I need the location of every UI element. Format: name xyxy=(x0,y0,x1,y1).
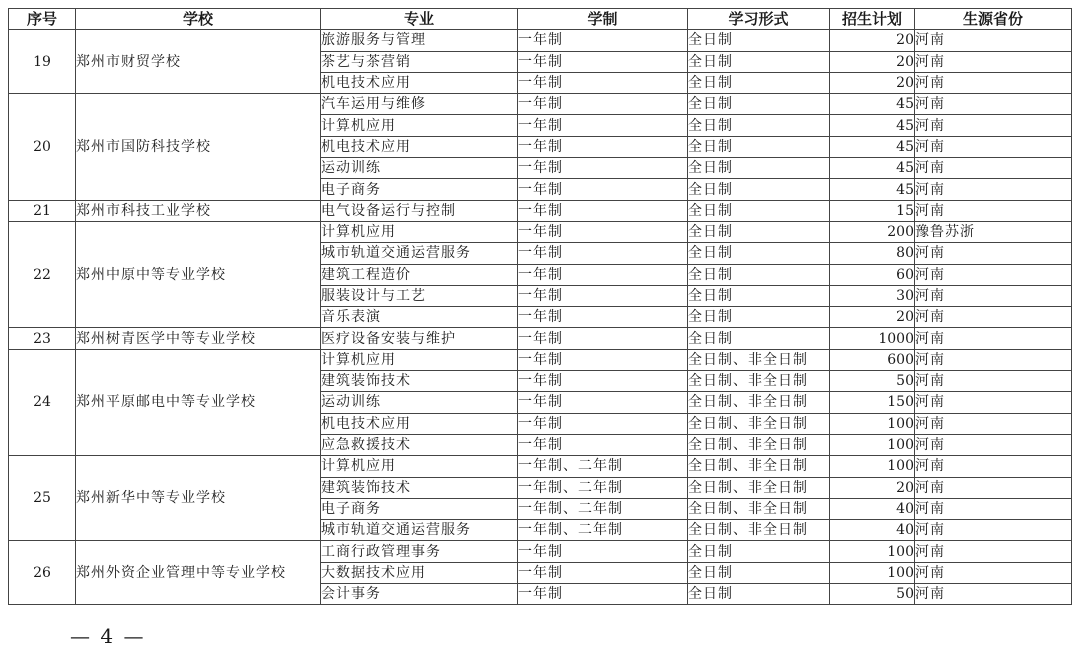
enrollment-plan-cell: 40 xyxy=(830,498,915,519)
enrollment-plan-cell: 20 xyxy=(830,30,915,51)
study-form-cell: 全日制 xyxy=(688,51,830,72)
major-cell: 运动训练 xyxy=(321,158,518,179)
header-source-province: 生源省份 xyxy=(915,9,1072,30)
study-form-cell: 全日制、非全日制 xyxy=(688,413,830,434)
duration-cell: 一年制 xyxy=(518,434,688,455)
duration-cell: 一年制 xyxy=(518,413,688,434)
enrollment-plan-cell: 20 xyxy=(830,51,915,72)
study-form-cell: 全日制 xyxy=(688,30,830,51)
table-row xyxy=(9,94,1072,115)
header-school: 学校 xyxy=(76,9,321,30)
study-form-cell: 全日制、非全日制 xyxy=(688,371,830,392)
enrollment-plan-cell: 100 xyxy=(830,562,915,583)
study-form-cell: 全日制 xyxy=(688,562,830,583)
study-form-cell: 全日制 xyxy=(688,328,830,349)
table-row xyxy=(9,541,1072,562)
duration-cell: 一年制 xyxy=(518,200,688,221)
header-row xyxy=(9,9,1072,30)
duration-cell: 一年制 xyxy=(518,221,688,242)
major-cell: 机电技术应用 xyxy=(321,72,518,93)
source-province-cell: 河南 xyxy=(915,115,1072,136)
duration-cell: 一年制 xyxy=(518,243,688,264)
header-duration: 学制 xyxy=(518,9,688,30)
major-cell: 建筑装饰技术 xyxy=(321,477,518,498)
enrollment-plan-cell: 80 xyxy=(830,243,915,264)
header-index: 序号 xyxy=(9,9,76,30)
duration-cell: 一年制 xyxy=(518,541,688,562)
enrollment-plan-cell: 45 xyxy=(830,115,915,136)
major-cell: 计算机应用 xyxy=(321,349,518,370)
row-index: 19 xyxy=(9,30,76,94)
school-name: 郑州市财贸学校 xyxy=(76,30,321,94)
school-name: 郑州新华中等专业学校 xyxy=(76,456,321,541)
row-index: 25 xyxy=(9,456,76,541)
major-cell: 医疗设备安装与维护 xyxy=(321,328,518,349)
study-form-cell: 全日制 xyxy=(688,285,830,306)
source-province-cell: 河南 xyxy=(915,477,1072,498)
major-cell: 建筑工程造价 xyxy=(321,264,518,285)
enrollment-plan-cell: 1000 xyxy=(830,328,915,349)
duration-cell: 一年制 xyxy=(518,158,688,179)
duration-cell: 一年制 xyxy=(518,562,688,583)
study-form-cell: 全日制 xyxy=(688,584,830,605)
major-cell: 会计事务 xyxy=(321,584,518,605)
duration-cell: 一年制 xyxy=(518,136,688,157)
enrollment-plan-cell: 20 xyxy=(830,72,915,93)
duration-cell: 一年制 xyxy=(518,328,688,349)
major-cell: 工商行政管理事务 xyxy=(321,541,518,562)
source-province-cell: 河南 xyxy=(915,307,1072,328)
enrollment-plan-cell: 45 xyxy=(830,94,915,115)
source-province-cell: 河南 xyxy=(915,30,1072,51)
source-province-cell: 河南 xyxy=(915,562,1072,583)
source-province-cell: 河南 xyxy=(915,584,1072,605)
duration-cell: 一年制、二年制 xyxy=(518,477,688,498)
major-cell: 茶艺与茶营销 xyxy=(321,51,518,72)
enrollment-plan-cell: 15 xyxy=(830,200,915,221)
enrollment-plan-cell: 100 xyxy=(830,541,915,562)
study-form-cell: 全日制 xyxy=(688,158,830,179)
major-cell: 计算机应用 xyxy=(321,115,518,136)
major-cell: 服装设计与工艺 xyxy=(321,285,518,306)
row-index: 21 xyxy=(9,200,76,221)
study-form-cell: 全日制 xyxy=(688,179,830,200)
study-form-cell: 全日制、非全日制 xyxy=(688,520,830,541)
study-form-cell: 全日制、非全日制 xyxy=(688,456,830,477)
duration-cell: 一年制 xyxy=(518,115,688,136)
header-major: 专业 xyxy=(321,9,518,30)
study-form-cell: 全日制 xyxy=(688,541,830,562)
major-cell: 城市轨道交通运营服务 xyxy=(321,520,518,541)
major-cell: 计算机应用 xyxy=(321,456,518,477)
source-province-cell: 河南 xyxy=(915,349,1072,370)
duration-cell: 一年制 xyxy=(518,307,688,328)
duration-cell: 一年制、二年制 xyxy=(518,498,688,519)
study-form-cell: 全日制、非全日制 xyxy=(688,498,830,519)
duration-cell: 一年制 xyxy=(518,179,688,200)
major-cell: 机电技术应用 xyxy=(321,136,518,157)
duration-cell: 一年制 xyxy=(518,584,688,605)
enrollment-plan-cell: 45 xyxy=(830,158,915,179)
source-province-cell: 河南 xyxy=(915,520,1072,541)
table-row xyxy=(9,349,1072,370)
source-province-cell: 豫鲁苏浙 xyxy=(915,221,1072,242)
duration-cell: 一年制 xyxy=(518,51,688,72)
enrollment-plan-cell: 20 xyxy=(830,307,915,328)
major-cell: 应急救援技术 xyxy=(321,434,518,455)
table-row xyxy=(9,456,1072,477)
source-province-cell: 河南 xyxy=(915,392,1072,413)
school-name: 郑州树青医学中等专业学校 xyxy=(76,328,321,349)
duration-cell: 一年制 xyxy=(518,72,688,93)
major-cell: 电子商务 xyxy=(321,179,518,200)
enrollment-plan-cell: 100 xyxy=(830,434,915,455)
study-form-cell: 全日制 xyxy=(688,200,830,221)
major-cell: 运动训练 xyxy=(321,392,518,413)
enrollment-plan-cell: 45 xyxy=(830,179,915,200)
source-province-cell: 河南 xyxy=(915,371,1072,392)
major-cell: 机电技术应用 xyxy=(321,413,518,434)
duration-cell: 一年制 xyxy=(518,264,688,285)
study-form-cell: 全日制、非全日制 xyxy=(688,434,830,455)
source-province-cell: 河南 xyxy=(915,498,1072,519)
source-province-cell: 河南 xyxy=(915,456,1072,477)
source-province-cell: 河南 xyxy=(915,243,1072,264)
study-form-cell: 全日制、非全日制 xyxy=(688,477,830,498)
study-form-cell: 全日制 xyxy=(688,115,830,136)
major-cell: 旅游服务与管理 xyxy=(321,30,518,51)
school-name: 郑州外资企业管理中等专业学校 xyxy=(76,541,321,605)
enrollment-plan-cell: 30 xyxy=(830,285,915,306)
header-study-form: 学习形式 xyxy=(688,9,830,30)
school-name: 郑州平原邮电中等专业学校 xyxy=(76,349,321,455)
major-cell: 计算机应用 xyxy=(321,221,518,242)
source-province-cell: 河南 xyxy=(915,264,1072,285)
source-province-cell: 河南 xyxy=(915,94,1072,115)
duration-cell: 一年制 xyxy=(518,30,688,51)
enrollment-plan-cell: 600 xyxy=(830,349,915,370)
table-row xyxy=(9,221,1072,242)
major-cell: 大数据技术应用 xyxy=(321,562,518,583)
school-name: 郑州市国防科技学校 xyxy=(76,94,321,200)
row-index: 23 xyxy=(9,328,76,349)
enrollment-plan-cell: 20 xyxy=(830,477,915,498)
study-form-cell: 全日制 xyxy=(688,94,830,115)
major-cell: 城市轨道交通运营服务 xyxy=(321,243,518,264)
page-number: — 4 — xyxy=(70,624,146,648)
duration-cell: 一年制、二年制 xyxy=(518,520,688,541)
enrollment-plan-cell: 45 xyxy=(830,136,915,157)
source-province-cell: 河南 xyxy=(915,136,1072,157)
enrollment-plan-cell: 60 xyxy=(830,264,915,285)
study-form-cell: 全日制 xyxy=(688,72,830,93)
study-form-cell: 全日制、非全日制 xyxy=(688,392,830,413)
source-province-cell: 河南 xyxy=(915,434,1072,455)
source-province-cell: 河南 xyxy=(915,328,1072,349)
row-index: 24 xyxy=(9,349,76,455)
school-name: 郑州市科技工业学校 xyxy=(76,200,321,221)
major-cell: 音乐表演 xyxy=(321,307,518,328)
enrollment-plan-cell: 100 xyxy=(830,413,915,434)
source-province-cell: 河南 xyxy=(915,200,1072,221)
enrollment-plan-cell: 50 xyxy=(830,371,915,392)
enrollment-plan-cell: 40 xyxy=(830,520,915,541)
major-cell: 电气设备运行与控制 xyxy=(321,200,518,221)
source-province-cell: 河南 xyxy=(915,413,1072,434)
major-cell: 汽车运用与维修 xyxy=(321,94,518,115)
enrollment-plan-cell: 100 xyxy=(830,456,915,477)
duration-cell: 一年制 xyxy=(518,371,688,392)
table-row xyxy=(9,30,1072,51)
duration-cell: 一年制 xyxy=(518,392,688,413)
header-enrollment-plan: 招生计划 xyxy=(830,9,915,30)
table-row xyxy=(9,328,1072,349)
enrollment-plan-cell: 50 xyxy=(830,584,915,605)
duration-cell: 一年制 xyxy=(518,349,688,370)
enrollment-table xyxy=(8,8,1072,605)
school-name: 郑州中原中等专业学校 xyxy=(76,221,321,327)
source-province-cell: 河南 xyxy=(915,541,1072,562)
row-index: 26 xyxy=(9,541,76,605)
study-form-cell: 全日制 xyxy=(688,307,830,328)
major-cell: 电子商务 xyxy=(321,498,518,519)
study-form-cell: 全日制 xyxy=(688,136,830,157)
study-form-cell: 全日制 xyxy=(688,221,830,242)
study-form-cell: 全日制 xyxy=(688,264,830,285)
source-province-cell: 河南 xyxy=(915,179,1072,200)
duration-cell: 一年制 xyxy=(518,285,688,306)
duration-cell: 一年制 xyxy=(518,94,688,115)
source-province-cell: 河南 xyxy=(915,72,1072,93)
major-cell: 建筑装饰技术 xyxy=(321,371,518,392)
source-province-cell: 河南 xyxy=(915,51,1072,72)
study-form-cell: 全日制 xyxy=(688,243,830,264)
study-form-cell: 全日制、非全日制 xyxy=(688,349,830,370)
duration-cell: 一年制、二年制 xyxy=(518,456,688,477)
source-province-cell: 河南 xyxy=(915,158,1072,179)
source-province-cell: 河南 xyxy=(915,285,1072,306)
table-row xyxy=(9,200,1072,221)
row-index: 22 xyxy=(9,221,76,327)
enrollment-plan-cell: 150 xyxy=(830,392,915,413)
row-index: 20 xyxy=(9,94,76,200)
enrollment-plan-cell: 200 xyxy=(830,221,915,242)
